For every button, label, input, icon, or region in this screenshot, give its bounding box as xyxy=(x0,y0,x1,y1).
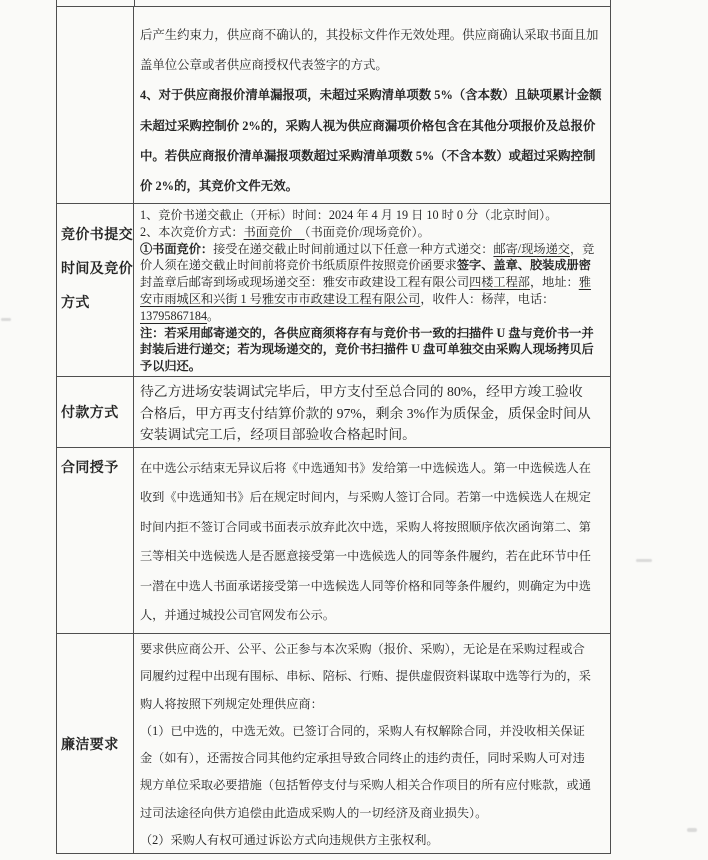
text-segment: 在中选公示结束无异议后将《中选通知书》发给第一中选候选人。第一中选候选人在 xyxy=(140,461,591,475)
scan-artifact xyxy=(636,559,652,562)
text-line xyxy=(61,457,133,477)
text-segment: （书面竞价/现场竞价）。 xyxy=(304,224,430,239)
text-segment: ，收件人：杨萍，电话： xyxy=(420,291,555,306)
text-line xyxy=(140,772,606,799)
text-segment: ，地址： xyxy=(530,275,579,290)
text-segment: 待乙方进场安装调试完毕后，甲方支付至总合同的 80%，经甲方竣工验收 xyxy=(140,384,583,399)
text-segment: 竞价书提交 xyxy=(61,228,133,243)
text-line xyxy=(140,601,606,630)
underlined-text: 13795867184 xyxy=(140,308,208,323)
text-line xyxy=(140,800,606,827)
text-segment: 合格后，甲方再支付结算价款的 97%，剩余 3%作为质保金，质保金时间从 xyxy=(140,405,591,421)
underlined-text: 书面竞价 xyxy=(243,224,305,239)
text-segment: 付款方式 xyxy=(61,406,119,421)
text-line xyxy=(140,224,606,241)
text-segment: 接受在递交截止时间前通过以下任意一种方式递交： xyxy=(213,241,494,256)
bold-text: 予以归还。 xyxy=(140,359,201,374)
text-line xyxy=(140,454,606,483)
text-line xyxy=(140,80,606,110)
text-line xyxy=(61,253,133,287)
text-line xyxy=(140,20,606,50)
text-segment: 方式 xyxy=(61,296,90,311)
text-line xyxy=(140,358,606,375)
text-line xyxy=(61,734,133,754)
label-cell-award xyxy=(57,448,134,633)
text-line xyxy=(140,827,606,853)
text-line xyxy=(140,341,606,358)
text-segment: 。 xyxy=(207,308,220,323)
text-segment: 金（如有），还需按合同其他约定承担导致合同终止的违约责任，同时采购人可对违 xyxy=(140,751,585,766)
text-line xyxy=(140,274,606,291)
bold-text: 价 2%的，其竞价文件无效。 xyxy=(140,179,298,194)
text-line xyxy=(140,325,606,342)
bold-text: 4、对于供应商报价清单漏报项，未超过采购清单项数 5%（含本数）且缺项累计金额 xyxy=(140,88,602,103)
text-segment: （1）已中选的，中选无效。已签订合同的，采购人有权解除合同，并没收相关保证 xyxy=(140,723,585,738)
text-segment: 后产生约束力，供应商不确认的，其投标文件作无效处理。供应商确认采取书面且加 xyxy=(140,28,599,42)
content-cell-award xyxy=(134,448,610,633)
text-line xyxy=(140,50,606,80)
text-line xyxy=(61,287,133,321)
text-segment: 要求供应商公开、公平、公正参与本次采购（报价、采购），无论是在采购过程或合 xyxy=(140,642,585,656)
label-cell-integrity xyxy=(57,634,134,853)
text-line xyxy=(140,691,606,718)
underlined-text: 雅 xyxy=(578,275,591,290)
text-line xyxy=(140,572,606,601)
content-cell-carryover xyxy=(134,7,610,203)
bold-text: 签字、盖章、胶装成册密 xyxy=(456,258,591,273)
bold-text: 注：若采用邮寄递交的，各供应商须将存有与竞价书一致的扫描件 U 盘与竞价书一并 xyxy=(140,325,594,340)
underlined-text: 四楼工程部 xyxy=(469,275,530,290)
text-segment: （2）采购人有权可通过诉讼方式向违规供方主张权利。 xyxy=(140,833,439,848)
content-cell-payment xyxy=(134,377,610,447)
label-cell-payment xyxy=(57,377,134,447)
table-row-carryover xyxy=(57,7,610,203)
text-line xyxy=(140,207,606,224)
text-line xyxy=(140,663,606,690)
text-segment: 安装调试完工后，经项目部验收合格起时间。 xyxy=(140,427,416,442)
text-line xyxy=(140,111,606,141)
table-row-award xyxy=(57,447,610,633)
text-line xyxy=(140,171,606,201)
text-segment: 规方单位采取必要措施（包括暂停支付与采购人相关合作项目的所有应付账款，或通 xyxy=(140,778,591,793)
text-segment: 1、竞价书递交截止（开标）时间：2024 年 4 月 19 日 10 时 0 分（北京时间）。 xyxy=(140,208,558,222)
text-line xyxy=(140,745,606,772)
text-segment: 购人将按照下列规定处理供应商： xyxy=(140,696,323,711)
bold-text: 中。若供应商报价清单漏报项数超过采购清单项数 5%（不含本数）或超过采购控制 xyxy=(140,148,596,163)
text-line xyxy=(140,241,606,258)
text-line xyxy=(140,381,606,403)
text-segment: 廉洁要求 xyxy=(61,737,119,753)
text-segment: 合同授予 xyxy=(61,461,119,476)
bold-text: 封装后进行递交；若为现场递交的，竞价书扫描件 U 盘可单独交由采购人现场拷贝后 xyxy=(140,342,594,357)
underlined-text: 安市雨城区和兴街 1 号雅安市市政建设工程有限公司 xyxy=(140,291,421,306)
content-cell-submission xyxy=(134,204,610,376)
text-segment: 同履约过程中出现有围标、串标、陪标、行贿、提供虚假资料谋取中选等行为的，采 xyxy=(140,669,591,684)
scan-artifact xyxy=(1,318,11,321)
text-segment: 人，并通过城投公司官网发布公示。 xyxy=(140,608,335,623)
text-segment: 2、本次竞价方式： xyxy=(140,224,244,239)
text-segment: 一潜在中选人书面承诺接受第一中选候选人同等价格和同等条件履约，则确定为中选 xyxy=(140,578,591,593)
text-segment: 时间内拒不签订合同或书面表示放弃此次中选，采购人将按照顺序依次函询第二、第 xyxy=(140,519,591,534)
text-line xyxy=(140,308,606,325)
text-segment: 收到《中选通知书》后在规定时间内，与采购人签订合同。若第一中选候选人在规定 xyxy=(140,490,591,505)
table-row-integrity xyxy=(57,633,610,853)
bold-text: ①书面竞价： xyxy=(140,241,214,256)
text-line xyxy=(140,513,606,542)
procurement-info-table xyxy=(56,6,611,854)
text-segment: 三等相关中选候选人是否愿意接受第一中选候选人的同等条件履约，若在此环节中任 xyxy=(140,549,591,564)
text-segment: 时间及竞价 xyxy=(61,262,133,277)
text-line xyxy=(140,257,606,274)
text-line xyxy=(140,291,606,308)
scan-artifact xyxy=(687,828,697,832)
text-segment: 盖单位公章或者供应商授权代表签字的方式。 xyxy=(140,58,388,73)
text-line xyxy=(140,141,606,171)
table-row-submission xyxy=(57,203,610,376)
text-segment: 过司法途径向供方追偿由此造成采购人的一切经济及商业损失）。 xyxy=(140,805,488,820)
text-line xyxy=(140,718,606,745)
text-line xyxy=(140,636,606,663)
text-line xyxy=(140,542,606,571)
text-line xyxy=(140,403,606,425)
text-line xyxy=(61,402,133,422)
text-line xyxy=(140,483,606,512)
content-cell-integrity xyxy=(134,634,610,853)
underlined-text: 邮寄/现场递交 xyxy=(493,241,570,256)
table-row-payment xyxy=(57,376,610,447)
text-line xyxy=(140,424,606,446)
text-segment: 价人须在递交截止时间前将竞价书纸质原件按照竞价函要求 xyxy=(140,258,457,273)
label-cell-empty xyxy=(57,7,134,203)
label-cell-submission xyxy=(57,204,134,376)
bold-text: 未超过采购控制价 2%的，采购人视为供应商漏项价格包含在其他分项报价及总报价 xyxy=(140,118,596,133)
text-line xyxy=(61,219,133,253)
text-segment: 封盖章后邮寄到场或现场递交至：雅安市政建设工程有限公司 xyxy=(140,275,470,290)
text-segment: ，竞 xyxy=(569,241,595,256)
